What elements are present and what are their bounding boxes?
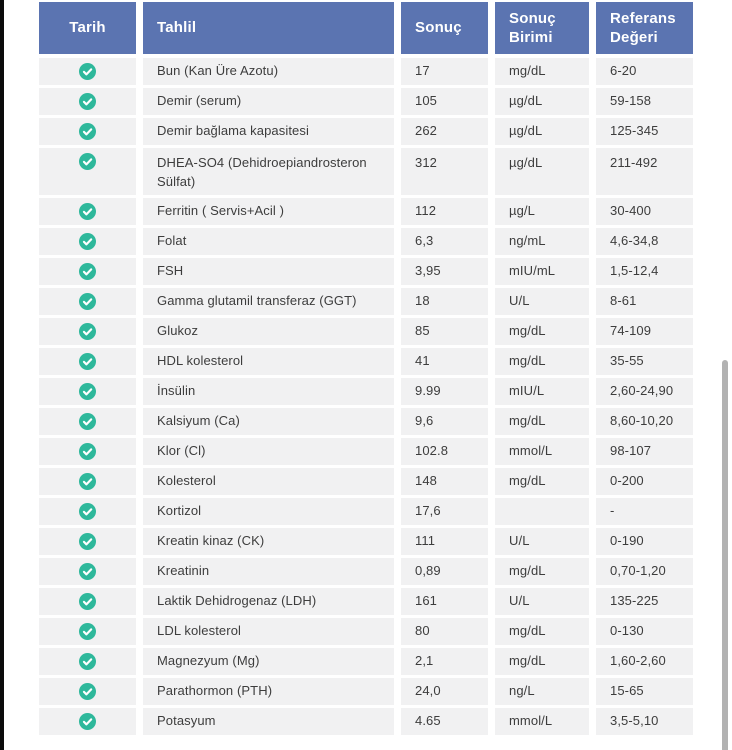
table-row[interactable] (39, 618, 693, 645)
result-value: 111 (401, 528, 488, 555)
reference-range: 35-55 (596, 348, 693, 375)
result-unit: µg/dL (495, 88, 589, 115)
check-circle-icon (79, 563, 96, 580)
table-row[interactable] (39, 408, 693, 435)
test-name: Laktik Dehidrogenaz (LDH) (143, 588, 394, 615)
result-value: 312 (401, 148, 488, 195)
result-value: 17,6 (401, 498, 488, 525)
test-name: Kalsiyum (Ca) (143, 408, 394, 435)
reference-range: 0-200 (596, 468, 693, 495)
test-name: FSH (143, 258, 394, 285)
row-date-cell (39, 198, 136, 225)
check-circle-icon (79, 623, 96, 640)
column-header-unit: Sonuç Birimi (495, 2, 589, 54)
row-date-cell (39, 498, 136, 525)
result-value: 85 (401, 318, 488, 345)
table-row[interactable] (39, 58, 693, 85)
result-value: 17 (401, 58, 488, 85)
row-date-cell (39, 318, 136, 345)
check-circle-icon (79, 293, 96, 310)
reference-range: 74-109 (596, 318, 693, 345)
result-value: 148 (401, 468, 488, 495)
test-name: Magnezyum (Mg) (143, 648, 394, 675)
result-unit: µg/dL (495, 118, 589, 145)
result-unit: mmol/L (495, 708, 589, 735)
reference-range: 8-61 (596, 288, 693, 315)
reference-range: - (596, 498, 693, 525)
result-unit: U/L (495, 528, 589, 555)
check-circle-icon (79, 323, 96, 340)
column-header-test: Tahlil (143, 2, 394, 54)
screen-edge-bar (0, 0, 4, 750)
row-date-cell (39, 618, 136, 645)
result-value: 161 (401, 588, 488, 615)
reference-range: 3,5-5,10 (596, 708, 693, 735)
result-value: 80 (401, 618, 488, 645)
table-header (39, 2, 693, 54)
result-unit: ng/mL (495, 228, 589, 255)
row-date-cell (39, 378, 136, 405)
check-circle-icon (79, 593, 96, 610)
row-date-cell (39, 348, 136, 375)
reference-range: 15-65 (596, 678, 693, 705)
row-date-cell (39, 288, 136, 315)
test-name: Folat (143, 228, 394, 255)
test-name: Parathormon (PTH) (143, 678, 394, 705)
result-unit: mg/dL (495, 318, 589, 345)
table-row[interactable] (39, 558, 693, 585)
test-name: Ferritin ( Servis+Acil ) (143, 198, 394, 225)
table-row[interactable] (39, 198, 693, 225)
reference-range: 2,60-24,90 (596, 378, 693, 405)
result-unit: mg/dL (495, 468, 589, 495)
result-unit: mg/dL (495, 618, 589, 645)
reference-range: 0,70-1,20 (596, 558, 693, 585)
result-unit: U/L (495, 288, 589, 315)
table-body (39, 58, 693, 735)
test-name: Demir bağlama kapasitesi (143, 118, 394, 145)
test-name: Glukoz (143, 318, 394, 345)
table-row[interactable] (39, 468, 693, 495)
row-date-cell (39, 708, 136, 735)
reference-range: 0-130 (596, 618, 693, 645)
reference-range: 125-345 (596, 118, 693, 145)
reference-range: 211-492 (596, 148, 693, 195)
result-value: 262 (401, 118, 488, 145)
row-date-cell (39, 528, 136, 555)
result-value: 105 (401, 88, 488, 115)
row-date-cell (39, 588, 136, 615)
result-unit: mg/dL (495, 558, 589, 585)
check-circle-icon (79, 353, 96, 370)
row-date-cell (39, 118, 136, 145)
result-value: 0,89 (401, 558, 488, 585)
result-value: 112 (401, 198, 488, 225)
table-row[interactable] (39, 88, 693, 115)
reference-range: 4,6-34,8 (596, 228, 693, 255)
check-circle-icon (79, 203, 96, 220)
check-circle-icon (79, 503, 96, 520)
reference-range: 1,60-2,60 (596, 648, 693, 675)
result-value: 9,6 (401, 408, 488, 435)
reference-range: 98-107 (596, 438, 693, 465)
check-circle-icon (79, 683, 96, 700)
lab-results-table (39, 2, 693, 738)
row-date-cell (39, 558, 136, 585)
result-unit (495, 498, 589, 525)
table-row[interactable] (39, 348, 693, 375)
test-name: Gamma glutamil transferaz (GGT) (143, 288, 394, 315)
check-circle-icon (79, 93, 96, 110)
test-name: HDL kolesterol (143, 348, 394, 375)
table-row[interactable] (39, 258, 693, 285)
reference-range: 6-20 (596, 58, 693, 85)
result-unit: mg/dL (495, 648, 589, 675)
result-value: 18 (401, 288, 488, 315)
result-value: 6,3 (401, 228, 488, 255)
table-row[interactable] (39, 438, 693, 465)
row-date-cell (39, 58, 136, 85)
result-value: 4.65 (401, 708, 488, 735)
check-circle-icon (79, 233, 96, 250)
reference-range: 8,60-10,20 (596, 408, 693, 435)
check-circle-icon (79, 713, 96, 730)
row-date-cell (39, 148, 136, 195)
result-unit: µg/dL (495, 148, 589, 195)
row-date-cell (39, 408, 136, 435)
check-circle-icon (79, 263, 96, 280)
vertical-scrollbar[interactable] (722, 360, 728, 750)
test-name: Kreatinin (143, 558, 394, 585)
column-header-reference: Referans Değeri (596, 2, 693, 54)
test-name: İnsülin (143, 378, 394, 405)
test-name: Bun (Kan Üre Azotu) (143, 58, 394, 85)
result-unit: U/L (495, 588, 589, 615)
column-header-date: Tarih (39, 2, 136, 54)
row-date-cell (39, 88, 136, 115)
result-unit: ng/L (495, 678, 589, 705)
table-row[interactable] (39, 318, 693, 345)
reference-range: 30-400 (596, 198, 693, 225)
table-row[interactable] (39, 498, 693, 525)
result-value: 41 (401, 348, 488, 375)
reference-range: 0-190 (596, 528, 693, 555)
table-row[interactable] (39, 288, 693, 315)
table-row[interactable] (39, 118, 693, 145)
reference-range: 1,5-12,4 (596, 258, 693, 285)
result-unit: mIU/L (495, 378, 589, 405)
check-circle-icon (79, 443, 96, 460)
result-value: 2,1 (401, 648, 488, 675)
row-date-cell (39, 648, 136, 675)
check-circle-icon (79, 413, 96, 430)
test-name: Potasyum (143, 708, 394, 735)
row-date-cell (39, 258, 136, 285)
result-unit: mg/dL (495, 408, 589, 435)
table-row[interactable] (39, 378, 693, 405)
test-name: LDL kolesterol (143, 618, 394, 645)
row-date-cell (39, 678, 136, 705)
result-unit: mg/dL (495, 58, 589, 85)
reference-range: 135-225 (596, 588, 693, 615)
result-value: 102.8 (401, 438, 488, 465)
test-name: Kreatin kinaz (CK) (143, 528, 394, 555)
row-date-cell (39, 228, 136, 255)
test-name: Kolesterol (143, 468, 394, 495)
test-name: Klor (Cl) (143, 438, 394, 465)
test-name: Kortizol (143, 498, 394, 525)
table-row[interactable] (39, 528, 693, 555)
result-unit: mIU/mL (495, 258, 589, 285)
check-circle-icon (79, 123, 96, 140)
table-row[interactable] (39, 708, 693, 735)
check-circle-icon (79, 383, 96, 400)
check-circle-icon (79, 63, 96, 80)
table-row[interactable] (39, 678, 693, 705)
table-row[interactable] (39, 148, 693, 195)
table-row[interactable] (39, 228, 693, 255)
result-unit: µg/L (495, 198, 589, 225)
check-circle-icon (79, 153, 96, 170)
result-unit: mmol/L (495, 438, 589, 465)
result-unit: mg/dL (495, 348, 589, 375)
table-row[interactable] (39, 588, 693, 615)
test-name: DHEA-SO4 (Dehidroepiandrosteron Sülfat) (143, 148, 394, 195)
column-header-result: Sonuç (401, 2, 488, 54)
result-value: 9.99 (401, 378, 488, 405)
check-circle-icon (79, 653, 96, 670)
check-circle-icon (79, 473, 96, 490)
reference-range: 59-158 (596, 88, 693, 115)
check-circle-icon (79, 533, 96, 550)
result-value: 3,95 (401, 258, 488, 285)
test-name: Demir (serum) (143, 88, 394, 115)
row-date-cell (39, 468, 136, 495)
result-value: 24,0 (401, 678, 488, 705)
table-row[interactable] (39, 648, 693, 675)
row-date-cell (39, 438, 136, 465)
